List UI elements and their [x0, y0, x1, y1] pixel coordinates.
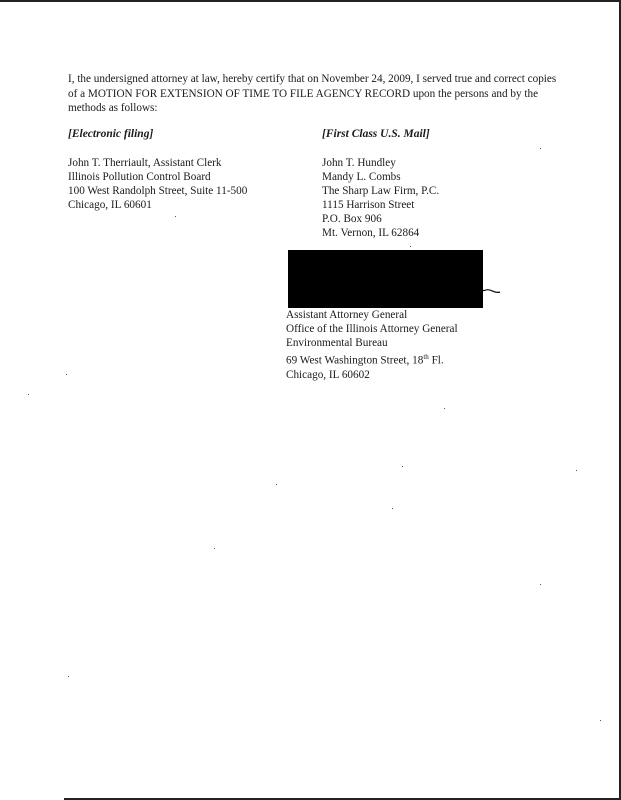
scan-speck: [540, 584, 541, 585]
sender-street: 69 West Washington Street, 18th Fl.: [286, 353, 444, 367]
scan-speck: [66, 374, 67, 375]
page-border-top: [0, 0, 621, 2]
sender-bureau: Environmental Bureau: [286, 337, 388, 349]
scan-speck: [175, 216, 176, 217]
certificate-of-service-text: I, the undersigned attorney at law, hereby certify that on November 24, 2009, I served true and correct copies of a MOTION FOR EXTENSION OF TIME TO FILE AGENCY RECORD upon the persons and by the methods as follows:: [68, 73, 557, 114]
first-class-mail-heading: [First Class U.S. Mail]: [322, 128, 430, 140]
electronic-filing-heading: [Electronic filing]: [68, 128, 154, 140]
sender-city: Chicago, IL 60602: [286, 368, 370, 381]
sender-office: Office of the Illinois Attorney General: [286, 323, 458, 335]
respondent-address-block: [322, 156, 439, 240]
scan-speck: [410, 246, 411, 247]
scan-speck: [540, 148, 541, 149]
address-line: John T. Hundley: [322, 157, 396, 169]
clerk-address-block: [68, 156, 247, 212]
scan-speck: [402, 466, 403, 467]
address-line: Mt. Vernon, IL 62864: [322, 227, 420, 239]
address-line: 100 West Randolph Street, Suite 11-500: [68, 185, 248, 197]
scan-speck: [600, 720, 601, 721]
redacted-signature-block: [288, 250, 483, 308]
address-line: Chicago, IL 60601: [68, 199, 152, 211]
sender-address-block: [286, 308, 458, 382]
scan-speck: [214, 548, 215, 549]
scan-speck: [276, 484, 277, 485]
sender-title: Assistant Attorney General: [286, 309, 408, 321]
scan-speck: [392, 508, 393, 509]
scan-speck: [576, 470, 577, 471]
address-line: P.O. Box 906: [322, 213, 382, 225]
address-line: Mandy L. Combs: [322, 171, 401, 183]
scan-speck: [28, 394, 29, 395]
scan-speck: [444, 408, 445, 409]
address-line: Illinois Pollution Control Board: [68, 171, 211, 183]
scan-speck: [68, 676, 69, 677]
address-line: The Sharp Law Firm, P.C.: [322, 185, 440, 197]
address-line: 1115 Harrison Street: [322, 199, 415, 211]
address-line: John T. Therriault, Assistant Clerk: [68, 157, 222, 169]
